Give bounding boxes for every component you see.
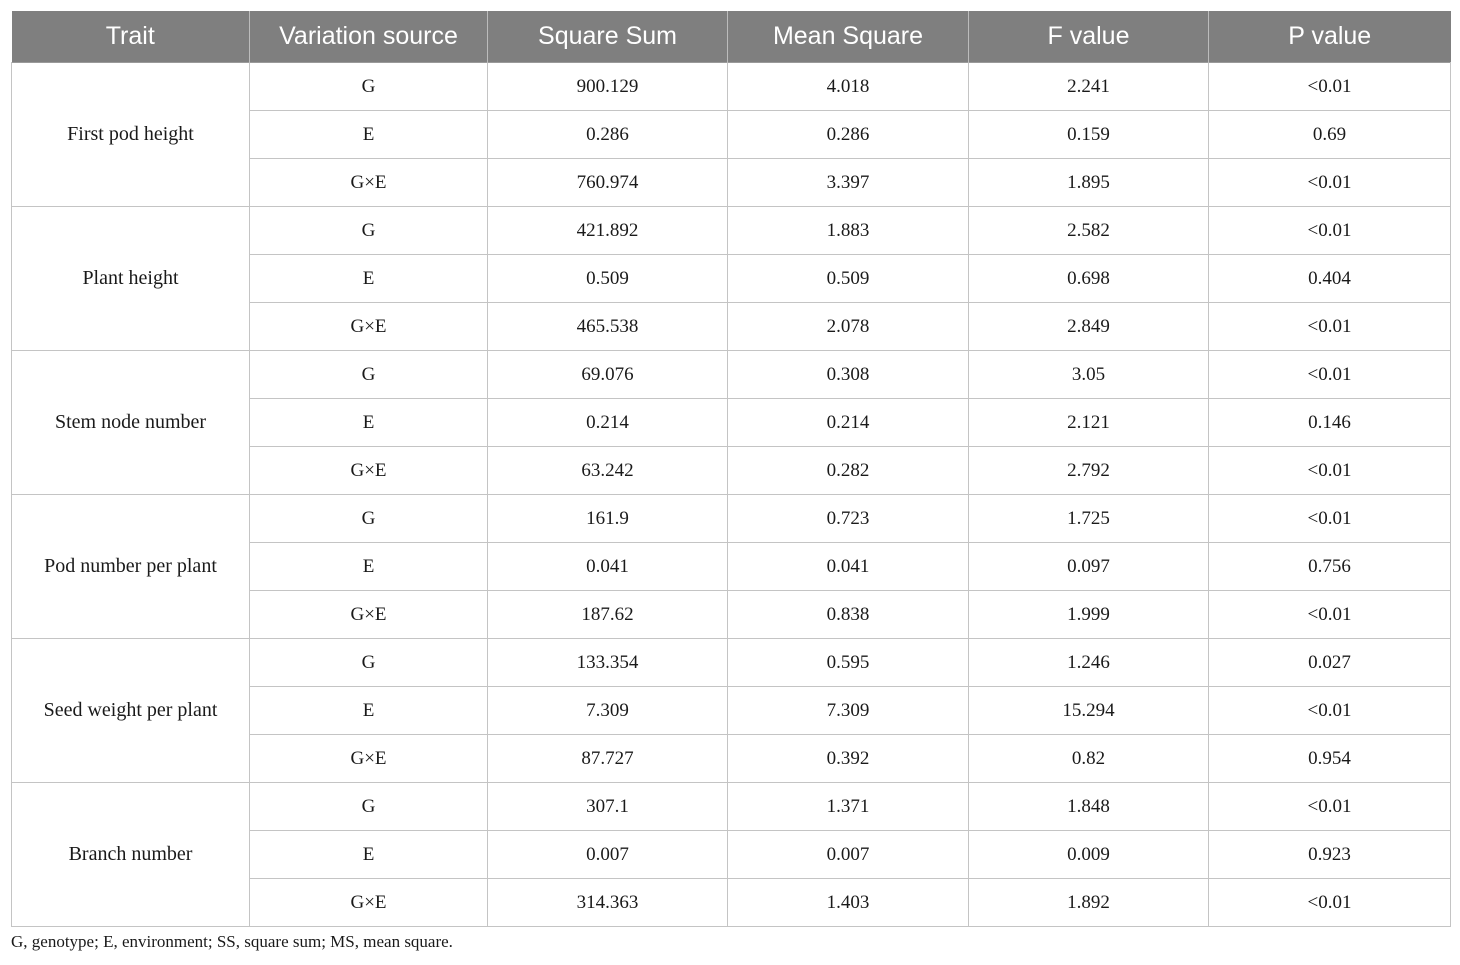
- mean-square-cell: 3.397: [728, 159, 969, 207]
- variation-source-cell: G: [250, 63, 488, 111]
- trait-cell: First pod height: [12, 63, 250, 207]
- anova-table: [11, 11, 1451, 927]
- table-row: [12, 63, 1451, 111]
- f-value-cell: 1.895: [969, 159, 1209, 207]
- f-value-cell: 2.792: [969, 447, 1209, 495]
- header-square-sum: Square Sum: [488, 11, 728, 63]
- variation-source-cell: G×E: [250, 735, 488, 783]
- mean-square-cell: 1.371: [728, 783, 969, 831]
- f-value-cell: 15.294: [969, 687, 1209, 735]
- p-value-cell: <0.01: [1209, 687, 1451, 735]
- mean-square-cell: 0.214: [728, 399, 969, 447]
- f-value-cell: 0.009: [969, 831, 1209, 879]
- mean-square-cell: 0.041: [728, 543, 969, 591]
- variation-source-cell: E: [250, 687, 488, 735]
- square-sum-cell: 314.363: [488, 879, 728, 927]
- square-sum-cell: 421.892: [488, 207, 728, 255]
- variation-source-cell: G×E: [250, 447, 488, 495]
- square-sum-cell: 0.286: [488, 111, 728, 159]
- f-value-cell: 0.159: [969, 111, 1209, 159]
- header-trait: Trait: [12, 11, 250, 63]
- p-value-cell: <0.01: [1209, 159, 1451, 207]
- table-row: [12, 639, 1451, 687]
- square-sum-cell: 7.309: [488, 687, 728, 735]
- f-value-cell: 3.05: [969, 351, 1209, 399]
- table-row: [12, 351, 1451, 399]
- square-sum-cell: 69.076: [488, 351, 728, 399]
- f-value-cell: 2.241: [969, 63, 1209, 111]
- square-sum-cell: 0.214: [488, 399, 728, 447]
- mean-square-cell: 0.282: [728, 447, 969, 495]
- square-sum-cell: 307.1: [488, 783, 728, 831]
- header-mean-square: Mean Square: [728, 11, 969, 63]
- p-value-cell: <0.01: [1209, 207, 1451, 255]
- square-sum-cell: 760.974: [488, 159, 728, 207]
- mean-square-cell: 0.595: [728, 639, 969, 687]
- f-value-cell: 2.121: [969, 399, 1209, 447]
- p-value-cell: <0.01: [1209, 303, 1451, 351]
- mean-square-cell: 1.403: [728, 879, 969, 927]
- p-value-cell: 0.954: [1209, 735, 1451, 783]
- p-value-cell: 0.69: [1209, 111, 1451, 159]
- p-value-cell: <0.01: [1209, 495, 1451, 543]
- variation-source-cell: G: [250, 495, 488, 543]
- table-header-row: [12, 11, 1451, 63]
- variation-source-cell: G×E: [250, 303, 488, 351]
- mean-square-cell: 0.308: [728, 351, 969, 399]
- f-value-cell: 1.848: [969, 783, 1209, 831]
- anova-table-container: [11, 11, 1450, 927]
- trait-cell: Branch number: [12, 783, 250, 927]
- f-value-cell: 0.097: [969, 543, 1209, 591]
- table-body: [12, 63, 1451, 927]
- table-row: [12, 783, 1451, 831]
- mean-square-cell: 0.838: [728, 591, 969, 639]
- f-value-cell: 1.246: [969, 639, 1209, 687]
- variation-source-cell: E: [250, 543, 488, 591]
- p-value-cell: 0.146: [1209, 399, 1451, 447]
- mean-square-cell: 0.286: [728, 111, 969, 159]
- square-sum-cell: 161.9: [488, 495, 728, 543]
- header-f-value: F value: [969, 11, 1209, 63]
- square-sum-cell: 87.727: [488, 735, 728, 783]
- square-sum-cell: 187.62: [488, 591, 728, 639]
- mean-square-cell: 1.883: [728, 207, 969, 255]
- square-sum-cell: 0.007: [488, 831, 728, 879]
- mean-square-cell: 0.007: [728, 831, 969, 879]
- square-sum-cell: 0.509: [488, 255, 728, 303]
- variation-source-cell: E: [250, 831, 488, 879]
- variation-source-cell: E: [250, 255, 488, 303]
- variation-source-cell: G: [250, 639, 488, 687]
- table-footnote: G, genotype; E, environment; SS, square sum; MS, mean square.: [11, 932, 453, 951]
- p-value-cell: <0.01: [1209, 447, 1451, 495]
- p-value-cell: 0.027: [1209, 639, 1451, 687]
- f-value-cell: 1.725: [969, 495, 1209, 543]
- trait-cell: Stem node number: [12, 351, 250, 495]
- f-value-cell: 0.82: [969, 735, 1209, 783]
- square-sum-cell: 0.041: [488, 543, 728, 591]
- f-value-cell: 2.582: [969, 207, 1209, 255]
- trait-cell: Plant height: [12, 207, 250, 351]
- header-variation-source: Variation source: [250, 11, 488, 63]
- mean-square-cell: 2.078: [728, 303, 969, 351]
- mean-square-cell: 0.509: [728, 255, 969, 303]
- square-sum-cell: 900.129: [488, 63, 728, 111]
- variation-source-cell: G: [250, 207, 488, 255]
- table-row: [12, 495, 1451, 543]
- variation-source-cell: G×E: [250, 159, 488, 207]
- mean-square-cell: 4.018: [728, 63, 969, 111]
- header-p-value: P value: [1209, 11, 1451, 63]
- p-value-cell: <0.01: [1209, 63, 1451, 111]
- variation-source-cell: G×E: [250, 879, 488, 927]
- variation-source-cell: G: [250, 783, 488, 831]
- variation-source-cell: E: [250, 111, 488, 159]
- f-value-cell: 0.698: [969, 255, 1209, 303]
- trait-cell: Seed weight per plant: [12, 639, 250, 783]
- f-value-cell: 2.849: [969, 303, 1209, 351]
- table-row: [12, 207, 1451, 255]
- mean-square-cell: 0.723: [728, 495, 969, 543]
- f-value-cell: 1.999: [969, 591, 1209, 639]
- square-sum-cell: 133.354: [488, 639, 728, 687]
- p-value-cell: 0.404: [1209, 255, 1451, 303]
- square-sum-cell: 465.538: [488, 303, 728, 351]
- square-sum-cell: 63.242: [488, 447, 728, 495]
- trait-cell: Pod number per plant: [12, 495, 250, 639]
- p-value-cell: <0.01: [1209, 783, 1451, 831]
- p-value-cell: <0.01: [1209, 351, 1451, 399]
- variation-source-cell: G: [250, 351, 488, 399]
- mean-square-cell: 0.392: [728, 735, 969, 783]
- f-value-cell: 1.892: [969, 879, 1209, 927]
- variation-source-cell: E: [250, 399, 488, 447]
- variation-source-cell: G×E: [250, 591, 488, 639]
- p-value-cell: 0.923: [1209, 831, 1451, 879]
- p-value-cell: <0.01: [1209, 591, 1451, 639]
- p-value-cell: <0.01: [1209, 879, 1451, 927]
- mean-square-cell: 7.309: [728, 687, 969, 735]
- p-value-cell: 0.756: [1209, 543, 1451, 591]
